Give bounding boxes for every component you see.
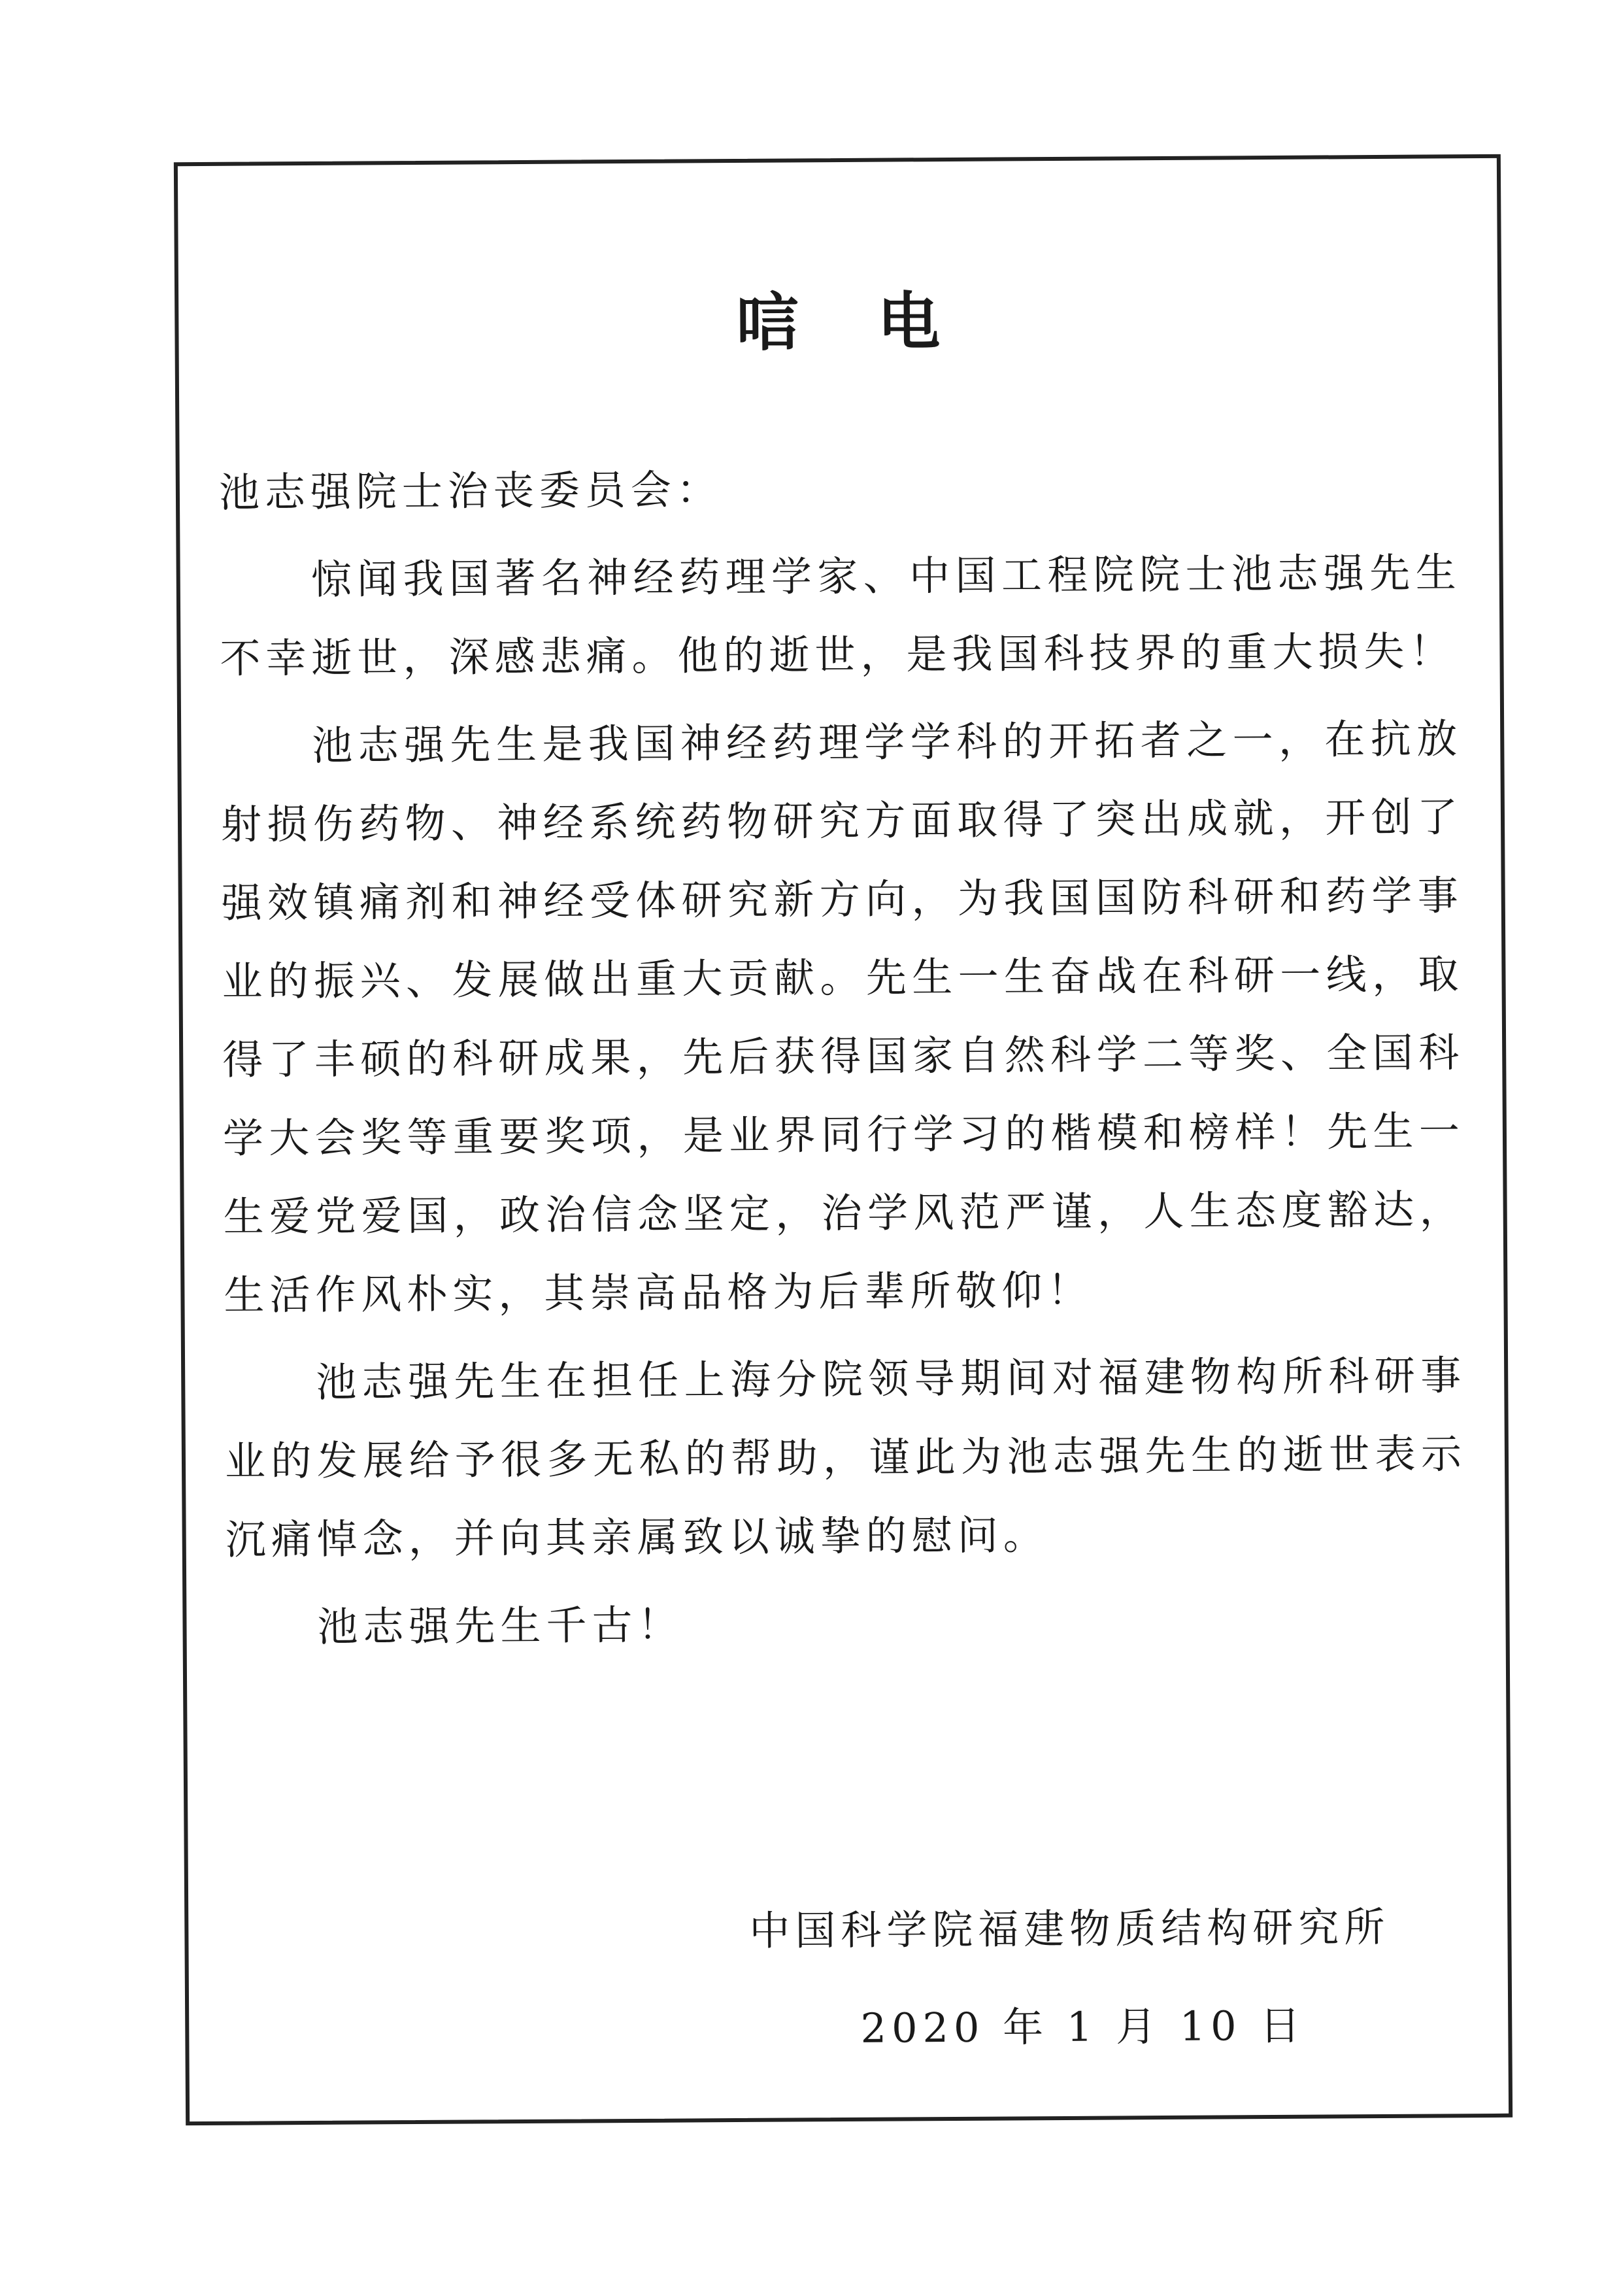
salutation: 池志强院士治丧委员会： bbox=[218, 465, 723, 516]
document-frame bbox=[174, 154, 1512, 2125]
letter-body bbox=[219, 446, 1468, 1667]
signature-organization: 中国科学院福建物质结构研究所 bbox=[749, 1902, 1390, 1955]
signature-date: 2020 年 1 月 10 日 bbox=[860, 2001, 1306, 2052]
paragraph-condolence: 惊闻我国著名神经药理学家、中国工程院院士池志强先生不幸逝世，深感悲痛。他的逝世，是我国科技界的重大损失！ bbox=[220, 549, 1462, 683]
paragraph-farewell: 池志强先生千古！ bbox=[317, 1600, 684, 1651]
document-title: 唁电 bbox=[736, 284, 1019, 360]
paragraph-gratitude: 池志强先生在担任上海分院领导期间对福建物构所科研事业的发展给予很多无私的帮助，谨此为池志强先生的逝世表示沉痛悼念，并向其亲属致以诚挚的慰问。 bbox=[224, 1351, 1467, 1564]
paragraph-achievements: 池志强先生是我国神经药理学学科的开拓者之一，在抗放射损伤药物、神经系统药物研究方面取得了突出成就，开创了强效镇痛剂和神经受体研究新方向，为我国国防科研和药学事业的振兴、发展做出重大贡献。先生一生奋战在科研一线，取得了丰硕的科研成果，先后获得国家自然科学二等奖、全国科学大会奖等重要奖项，是业界同行学习的楷模和榜样！先生一生爱党爱国，政治信念坚定，治学风范严谨，人生态度豁达，生活作风朴实，其崇高品格为后辈所敬仰！ bbox=[220, 715, 1465, 1319]
